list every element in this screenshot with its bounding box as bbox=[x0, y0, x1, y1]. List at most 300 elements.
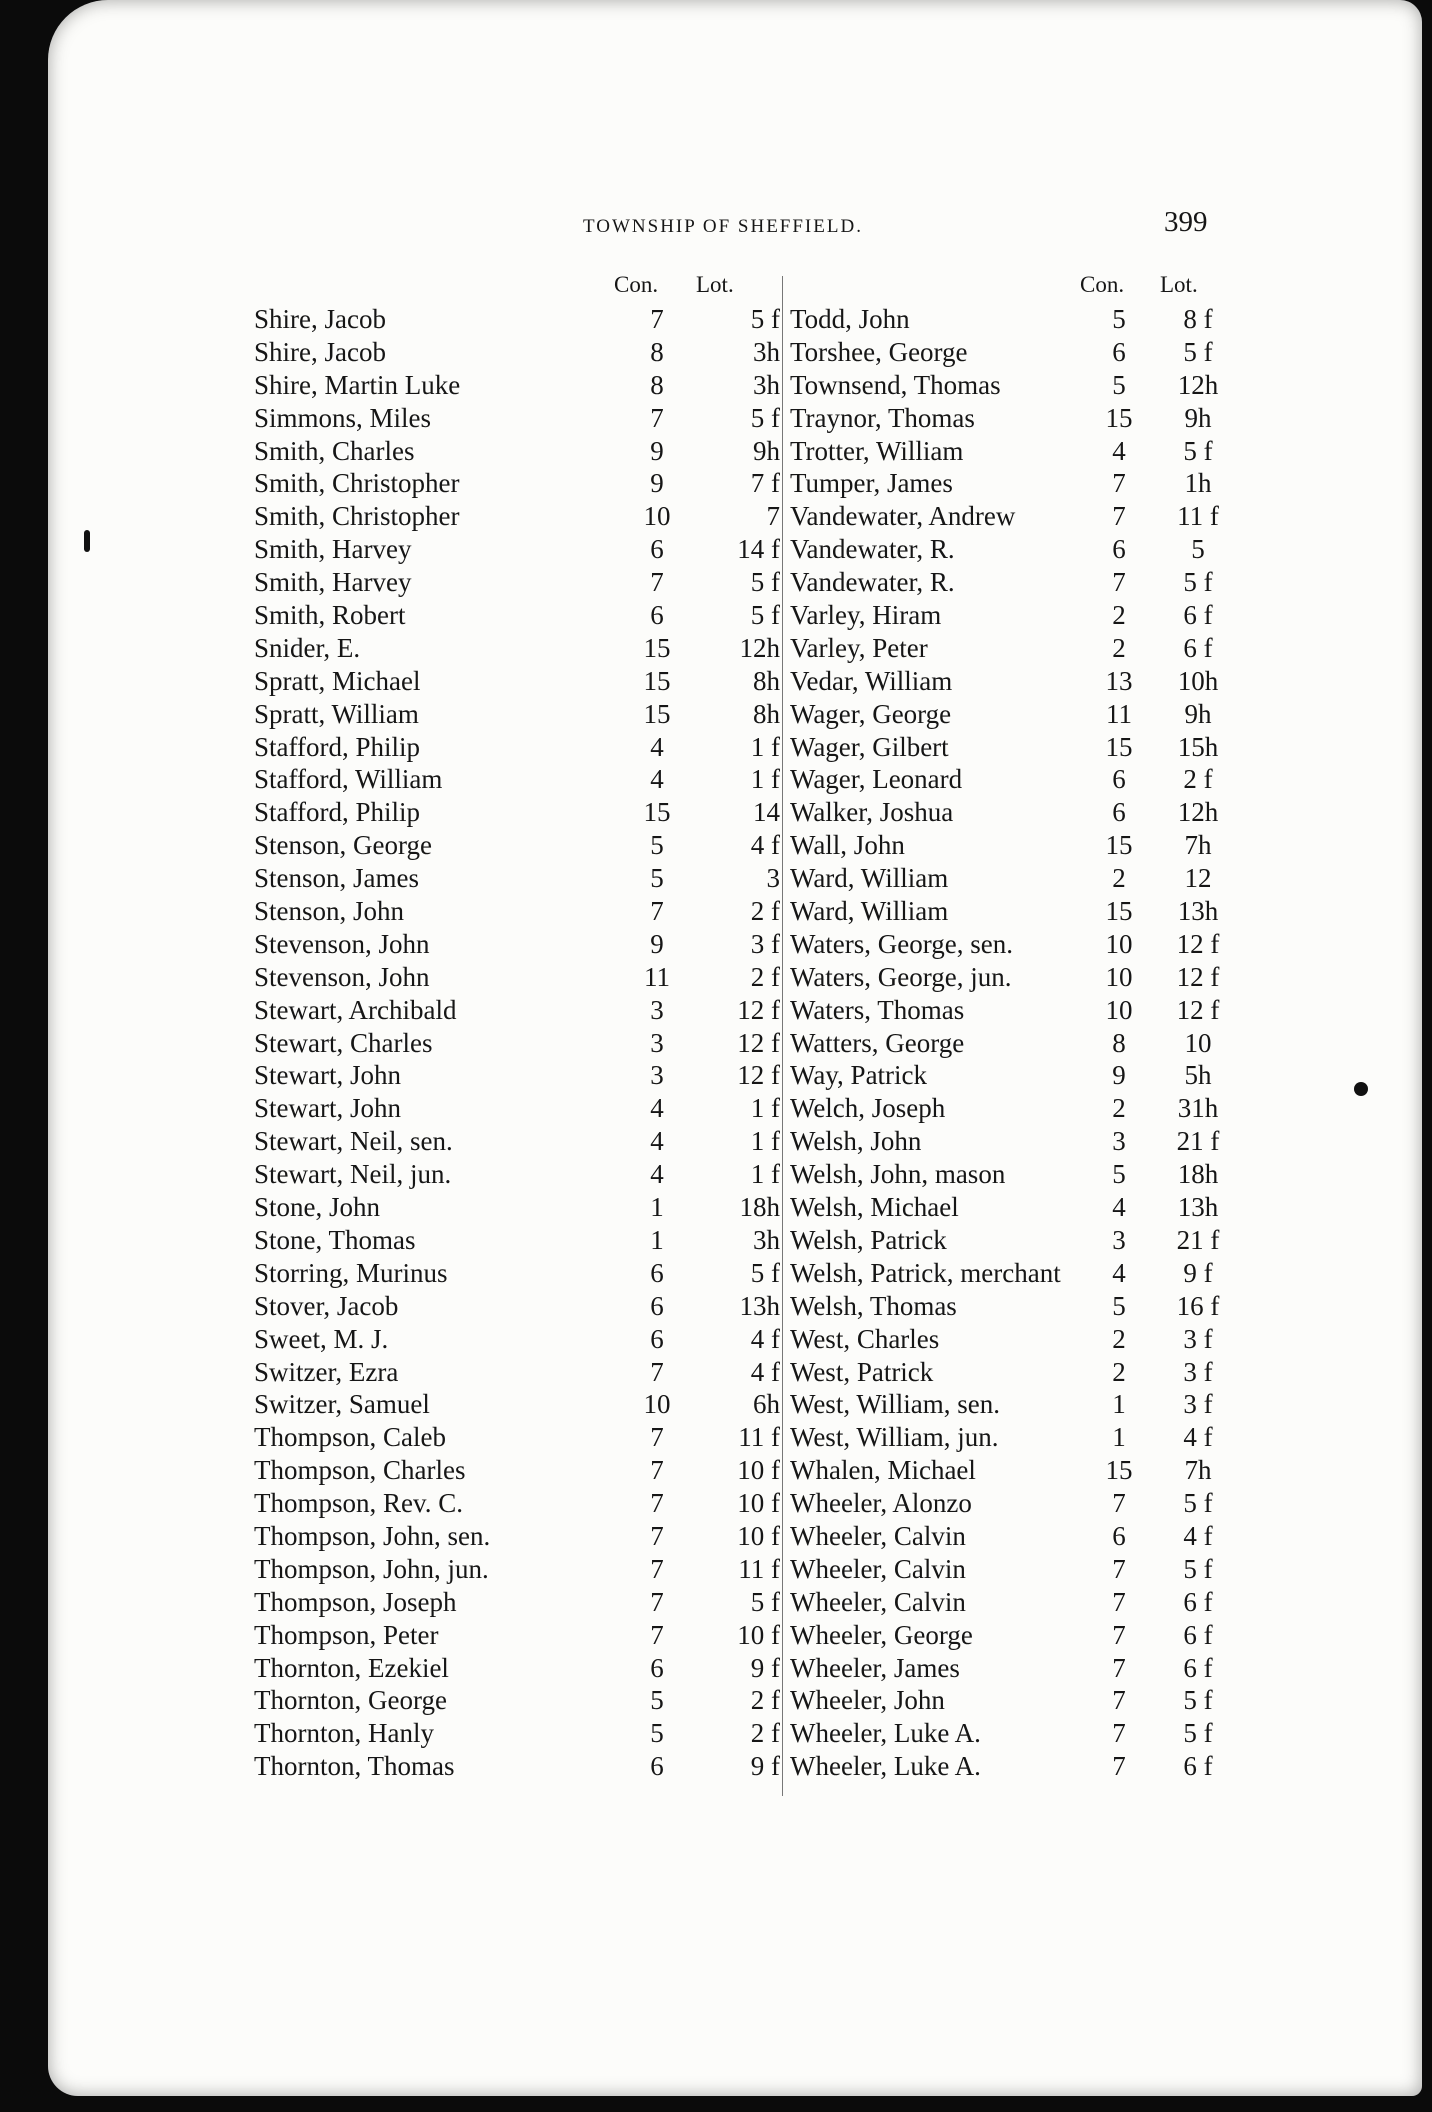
left-name: Spratt, William bbox=[254, 698, 419, 729]
right-con: 2 bbox=[1112, 1323, 1126, 1354]
right-con: 10 bbox=[1105, 994, 1133, 1025]
right-con: 7 bbox=[1112, 1586, 1126, 1617]
left-con: 1 bbox=[650, 1192, 664, 1223]
table-row bbox=[48, 1652, 1422, 1685]
table-row bbox=[48, 928, 1422, 961]
right-name: Torshee, George bbox=[790, 336, 968, 367]
left-con: 4 bbox=[650, 1159, 664, 1190]
table-row bbox=[48, 731, 1422, 764]
table-row bbox=[48, 599, 1422, 632]
left-name: Smith, Christopher bbox=[254, 501, 460, 532]
table-row bbox=[48, 1454, 1422, 1487]
left-lot: 10 f bbox=[737, 1619, 780, 1650]
left-con: 7 bbox=[650, 1455, 664, 1486]
right-con: 15 bbox=[1105, 402, 1133, 433]
right-con: 5 bbox=[1112, 304, 1126, 334]
left-lot: 9 f bbox=[750, 1652, 780, 1683]
table-row bbox=[48, 1290, 1422, 1323]
left-name: Stenson, George bbox=[254, 830, 432, 861]
left-name: Smith, Charles bbox=[254, 435, 415, 466]
left-lot: 8h bbox=[753, 698, 780, 729]
table-row bbox=[48, 1619, 1422, 1652]
right-con: 4 bbox=[1112, 1192, 1126, 1223]
right-name: Todd, John bbox=[790, 304, 910, 334]
left-name: Shire, Jacob bbox=[254, 304, 386, 334]
right-con: 15 bbox=[1105, 1455, 1133, 1486]
left-lot: 1 f bbox=[750, 1126, 780, 1157]
right-lot: 3 f bbox=[1183, 1323, 1213, 1354]
left-name: Stewart, Archibald bbox=[254, 994, 457, 1025]
left-con: 7 bbox=[650, 1356, 664, 1387]
left-lot: 5 f bbox=[750, 1586, 780, 1617]
left-lot: 5 f bbox=[750, 402, 780, 433]
right-lot: 5 f bbox=[1183, 1488, 1213, 1519]
right-con-header: Con. bbox=[1080, 272, 1125, 297]
right-name: Vandewater, R. bbox=[790, 534, 955, 565]
right-name: Welch, Joseph bbox=[790, 1093, 946, 1124]
table-row bbox=[48, 1323, 1422, 1356]
table-row bbox=[48, 1487, 1422, 1520]
scanned-page bbox=[48, 0, 1422, 2096]
left-con: 1 bbox=[650, 1224, 664, 1255]
right-con: 3 bbox=[1112, 1126, 1126, 1157]
left-name: Thompson, John, sen. bbox=[254, 1520, 491, 1551]
right-con: 15 bbox=[1105, 896, 1133, 927]
right-con: 7 bbox=[1112, 1619, 1126, 1650]
left-con: 5 bbox=[650, 863, 664, 894]
left-name: Stone, John bbox=[254, 1192, 381, 1223]
left-con: 9 bbox=[650, 928, 664, 959]
right-name: Vandewater, Andrew bbox=[790, 501, 1016, 532]
running-title: TOWNSHIP OF SHEFFIELD. bbox=[583, 216, 863, 237]
right-lot: 5 f bbox=[1183, 1553, 1213, 1584]
left-lot: 8h bbox=[753, 665, 780, 696]
left-con: 11 bbox=[644, 961, 670, 992]
left-con: 7 bbox=[650, 1619, 664, 1650]
right-name: Tumper, James bbox=[790, 468, 953, 499]
table-row bbox=[48, 1027, 1422, 1060]
right-lot: 12 f bbox=[1176, 928, 1220, 959]
right-lot: 3 f bbox=[1183, 1356, 1213, 1387]
table-row bbox=[48, 1191, 1422, 1224]
left-name: Stafford, Philip bbox=[254, 797, 421, 828]
right-name: Whalen, Michael bbox=[790, 1455, 976, 1486]
right-con: 5 bbox=[1112, 369, 1126, 400]
right-con: 7 bbox=[1112, 1652, 1126, 1683]
table-row bbox=[48, 895, 1422, 928]
right-name: Watters, George bbox=[790, 1027, 965, 1058]
right-con: 6 bbox=[1112, 1520, 1126, 1551]
left-lot: 12h bbox=[739, 632, 780, 663]
right-con: 1 bbox=[1112, 1422, 1126, 1453]
left-name: Shire, Martin Luke bbox=[254, 369, 461, 400]
left-lot: 13h bbox=[739, 1290, 780, 1321]
table-row bbox=[48, 336, 1422, 369]
right-lot: 12h bbox=[1177, 797, 1219, 828]
page-number: 399 bbox=[1164, 206, 1208, 238]
right-name: Welsh, John, mason bbox=[790, 1159, 1006, 1190]
left-con: 7 bbox=[650, 1586, 664, 1617]
left-lot: 1 f bbox=[750, 731, 780, 762]
table-row bbox=[48, 994, 1422, 1027]
right-lot: 7h bbox=[1184, 830, 1212, 861]
left-name: Shire, Jacob bbox=[254, 336, 386, 367]
left-con: 10 bbox=[643, 501, 671, 532]
right-name: Wheeler, John bbox=[790, 1685, 945, 1716]
table-row bbox=[48, 1586, 1422, 1619]
left-lot: 10 f bbox=[737, 1488, 780, 1519]
right-con: 2 bbox=[1112, 1093, 1126, 1124]
right-lot: 12h bbox=[1177, 369, 1219, 400]
left-con-header: Con. bbox=[614, 272, 659, 297]
table-row bbox=[48, 1750, 1422, 1783]
right-lot: 2 f bbox=[1183, 764, 1213, 795]
right-con: 6 bbox=[1112, 764, 1126, 795]
table-row bbox=[48, 1388, 1422, 1421]
right-name: Wheeler, Luke A. bbox=[790, 1751, 981, 1782]
left-lot: 18h bbox=[739, 1192, 780, 1223]
table-row bbox=[48, 1059, 1422, 1092]
right-lot: 21 f bbox=[1176, 1224, 1220, 1255]
left-con: 6 bbox=[650, 1257, 664, 1288]
table-row bbox=[48, 500, 1422, 533]
right-con: 7 bbox=[1112, 1718, 1126, 1749]
left-lot: 12 f bbox=[737, 1027, 780, 1058]
left-name: Smith, Harvey bbox=[254, 534, 412, 565]
left-con: 10 bbox=[643, 1389, 671, 1420]
right-con: 11 bbox=[1106, 698, 1132, 729]
left-name: Stewart, Charles bbox=[254, 1027, 433, 1058]
left-con: 9 bbox=[650, 468, 664, 499]
left-lot: 5 f bbox=[750, 600, 780, 631]
ink-speck bbox=[1354, 1082, 1368, 1096]
right-lot: 5 f bbox=[1183, 567, 1213, 598]
page-header bbox=[48, 206, 1422, 246]
right-name: Varley, Hiram bbox=[790, 600, 942, 631]
left-name: Smith, Robert bbox=[254, 600, 406, 631]
right-lot: 3 f bbox=[1183, 1389, 1213, 1420]
left-con: 7 bbox=[650, 896, 664, 927]
right-name: Walker, Joshua bbox=[790, 797, 954, 828]
left-name: Stafford, William bbox=[254, 764, 443, 795]
left-name: Simmons, Miles bbox=[254, 402, 432, 433]
right-lot: 4 f bbox=[1183, 1422, 1213, 1453]
left-con: 4 bbox=[650, 1093, 664, 1124]
left-lot: 2 f bbox=[750, 961, 780, 992]
right-name: Wheeler, Alonzo bbox=[790, 1488, 972, 1519]
left-lot: 6h bbox=[753, 1389, 780, 1420]
left-lot: 1 f bbox=[750, 764, 780, 795]
right-lot: 12 f bbox=[1176, 994, 1220, 1025]
left-name: Stewart, John bbox=[254, 1060, 401, 1091]
right-lot: 18h bbox=[1177, 1159, 1219, 1190]
left-name: Sweet, M. J. bbox=[254, 1323, 389, 1354]
table-row bbox=[48, 303, 1422, 336]
left-lot: 9h bbox=[753, 435, 780, 466]
right-lot: 5 f bbox=[1183, 1718, 1213, 1749]
table-row bbox=[48, 1520, 1422, 1553]
left-name: Thornton, George bbox=[254, 1685, 447, 1716]
left-lot: 12 f bbox=[737, 1060, 780, 1091]
right-con: 7 bbox=[1112, 1553, 1126, 1584]
left-lot: 14 bbox=[753, 797, 780, 828]
right-con: 7 bbox=[1112, 501, 1126, 532]
right-lot: 6 f bbox=[1183, 1751, 1213, 1782]
left-lot-header: Lot. bbox=[696, 272, 734, 297]
right-lot: 8 f bbox=[1183, 304, 1213, 334]
right-con: 2 bbox=[1112, 1356, 1126, 1387]
right-lot: 6 f bbox=[1183, 632, 1213, 663]
table-row bbox=[48, 862, 1422, 895]
left-lot: 3h bbox=[753, 369, 780, 400]
table-row bbox=[48, 1553, 1422, 1586]
left-name: Thompson, Caleb bbox=[254, 1422, 446, 1453]
right-name: Wager, Gilbert bbox=[790, 731, 949, 762]
right-name: Wheeler, James bbox=[790, 1652, 960, 1683]
right-lot: 15h bbox=[1177, 731, 1219, 762]
left-con: 9 bbox=[650, 435, 664, 466]
right-con: 3 bbox=[1112, 1224, 1126, 1255]
left-name: Thompson, John, jun. bbox=[254, 1553, 489, 1584]
right-lot: 12 f bbox=[1176, 961, 1220, 992]
left-lot: 3h bbox=[753, 336, 780, 367]
left-name: Thornton, Thomas bbox=[254, 1751, 455, 1782]
left-lot: 11 f bbox=[738, 1422, 780, 1453]
right-lot: 5 f bbox=[1183, 435, 1213, 466]
right-lot: 5 f bbox=[1183, 336, 1213, 367]
left-con: 3 bbox=[650, 1060, 664, 1091]
left-name: Thompson, Peter bbox=[254, 1619, 439, 1650]
right-con: 4 bbox=[1112, 1257, 1126, 1288]
left-lot: 9 f bbox=[750, 1751, 780, 1782]
left-name: Stewart, Neil, jun. bbox=[254, 1159, 452, 1190]
left-con: 8 bbox=[650, 336, 664, 367]
table-row bbox=[48, 467, 1422, 500]
right-name: Wheeler, Calvin bbox=[790, 1586, 966, 1617]
right-con: 2 bbox=[1112, 863, 1126, 894]
right-lot: 6 f bbox=[1183, 1652, 1213, 1683]
right-con: 15 bbox=[1105, 830, 1133, 861]
left-con: 15 bbox=[643, 665, 671, 696]
left-con: 4 bbox=[650, 764, 664, 795]
left-name: Switzer, Ezra bbox=[254, 1356, 399, 1387]
table-row bbox=[48, 698, 1422, 731]
left-lot: 2 f bbox=[750, 1685, 780, 1716]
left-con: 7 bbox=[650, 567, 664, 598]
left-name: Stenson, John bbox=[254, 896, 405, 927]
right-lot: 10h bbox=[1177, 665, 1219, 696]
left-name: Thompson, Charles bbox=[254, 1455, 466, 1486]
right-lot: 1h bbox=[1184, 468, 1212, 499]
left-con: 5 bbox=[650, 1718, 664, 1749]
right-con: 6 bbox=[1112, 336, 1126, 367]
left-name: Stewart, Neil, sen. bbox=[254, 1126, 453, 1157]
left-con: 6 bbox=[650, 1323, 664, 1354]
left-lot: 10 f bbox=[737, 1455, 780, 1486]
table-row bbox=[48, 1717, 1422, 1750]
right-lot: 9h bbox=[1184, 402, 1212, 433]
right-name: Townsend, Thomas bbox=[790, 369, 1001, 400]
left-name: Thompson, Joseph bbox=[254, 1586, 457, 1617]
left-name: Thornton, Ezekiel bbox=[254, 1652, 449, 1683]
right-con: 10 bbox=[1105, 961, 1133, 992]
table-row bbox=[48, 796, 1422, 829]
right-lot: 6 f bbox=[1183, 1586, 1213, 1617]
right-name: Ward, William bbox=[790, 863, 949, 894]
left-lot: 5 f bbox=[750, 567, 780, 598]
left-con: 15 bbox=[643, 698, 671, 729]
left-lot: 14 f bbox=[737, 534, 780, 565]
directory-table bbox=[48, 303, 1422, 1783]
left-con: 7 bbox=[650, 1553, 664, 1584]
left-lot: 3h bbox=[753, 1224, 780, 1255]
left-lot: 4 f bbox=[750, 830, 780, 861]
right-con: 5 bbox=[1112, 1159, 1126, 1190]
table-row bbox=[48, 1684, 1422, 1717]
table-row bbox=[48, 1257, 1422, 1290]
left-name: Stafford, Philip bbox=[254, 731, 421, 762]
left-lot: 7 bbox=[766, 501, 780, 532]
left-lot: 4 f bbox=[750, 1323, 780, 1354]
right-con: 2 bbox=[1112, 600, 1126, 631]
right-name: Wheeler, Luke A. bbox=[790, 1718, 981, 1749]
right-lot: 13h bbox=[1177, 1192, 1219, 1223]
right-lot: 21 f bbox=[1176, 1126, 1220, 1157]
right-con: 5 bbox=[1112, 1290, 1126, 1321]
left-con: 7 bbox=[650, 304, 664, 334]
right-name: Waters, George, jun. bbox=[790, 961, 1012, 992]
right-con: 6 bbox=[1112, 534, 1126, 565]
right-con: 7 bbox=[1112, 1488, 1126, 1519]
right-con: 7 bbox=[1112, 1685, 1126, 1716]
left-con: 6 bbox=[650, 1751, 664, 1782]
right-name: Waters, George, sen. bbox=[790, 928, 1014, 959]
left-con: 6 bbox=[650, 1652, 664, 1683]
left-con: 15 bbox=[643, 632, 671, 663]
right-name: Trotter, William bbox=[790, 435, 964, 466]
right-name: Welsh, Thomas bbox=[790, 1290, 957, 1321]
right-name: West, Patrick bbox=[790, 1356, 934, 1387]
left-lot: 3 f bbox=[750, 928, 780, 959]
left-lot: 2 f bbox=[750, 896, 780, 927]
right-name: Welsh, Patrick, merchant bbox=[790, 1257, 1061, 1288]
left-name: Stevenson, John bbox=[254, 961, 430, 992]
right-lot: 6 f bbox=[1183, 600, 1213, 631]
table-row bbox=[48, 1224, 1422, 1257]
left-name: Smith, Harvey bbox=[254, 567, 412, 598]
right-name: Way, Patrick bbox=[790, 1060, 928, 1091]
right-name: Wager, Leonard bbox=[790, 764, 963, 795]
right-name: Wheeler, George bbox=[790, 1619, 973, 1650]
right-name: Wheeler, Calvin bbox=[790, 1553, 966, 1584]
right-lot: 9h bbox=[1184, 698, 1212, 729]
table-row bbox=[48, 435, 1422, 468]
right-name: Wager, George bbox=[790, 698, 952, 729]
left-con: 7 bbox=[650, 402, 664, 433]
right-lot: 4 f bbox=[1183, 1520, 1213, 1551]
right-lot: 10 bbox=[1184, 1027, 1212, 1058]
right-con: 9 bbox=[1112, 1060, 1126, 1091]
left-lot: 1 f bbox=[750, 1093, 780, 1124]
left-name: Thompson, Rev. C. bbox=[254, 1488, 463, 1519]
right-lot: 31h bbox=[1177, 1093, 1219, 1124]
left-lot: 5 f bbox=[750, 304, 780, 334]
right-con: 7 bbox=[1112, 567, 1126, 598]
right-con: 4 bbox=[1112, 435, 1126, 466]
right-name: Traynor, Thomas bbox=[790, 402, 975, 433]
left-con: 6 bbox=[650, 1290, 664, 1321]
right-name: West, Charles bbox=[790, 1323, 940, 1354]
right-lot: 12 bbox=[1184, 863, 1212, 894]
ink-speck bbox=[84, 530, 90, 552]
left-con: 4 bbox=[650, 731, 664, 762]
right-name: Vandewater, R. bbox=[790, 567, 955, 598]
right-con: 7 bbox=[1112, 1751, 1126, 1782]
right-lot-header: Lot. bbox=[1160, 272, 1198, 297]
right-name: Vedar, William bbox=[790, 665, 953, 696]
right-name: Welsh, John bbox=[790, 1126, 922, 1157]
right-con: 6 bbox=[1112, 797, 1126, 828]
right-name: Welsh, Michael bbox=[790, 1192, 959, 1223]
left-con: 7 bbox=[650, 1422, 664, 1453]
left-name: Smith, Christopher bbox=[254, 468, 460, 499]
right-con: 1 bbox=[1112, 1389, 1126, 1420]
left-lot: 1 f bbox=[750, 1159, 780, 1190]
left-name: Storring, Murinus bbox=[254, 1257, 448, 1288]
table-row bbox=[48, 1092, 1422, 1125]
table-row bbox=[48, 665, 1422, 698]
table-row bbox=[48, 1356, 1422, 1389]
left-lot: 7 f bbox=[750, 468, 780, 499]
left-lot: 3 bbox=[766, 863, 780, 894]
right-con: 10 bbox=[1105, 928, 1133, 959]
right-lot: 5 f bbox=[1183, 1685, 1213, 1716]
table-row bbox=[48, 763, 1422, 796]
left-con: 7 bbox=[650, 1520, 664, 1551]
left-name: Stewart, John bbox=[254, 1093, 401, 1124]
table-row bbox=[48, 961, 1422, 994]
right-name: Waters, Thomas bbox=[790, 994, 965, 1025]
table-row bbox=[48, 1158, 1422, 1191]
table-row bbox=[48, 632, 1422, 665]
left-con: 5 bbox=[650, 1685, 664, 1716]
right-lot: 5 bbox=[1191, 534, 1205, 565]
table-row bbox=[48, 829, 1422, 862]
table-row bbox=[48, 566, 1422, 599]
right-con: 13 bbox=[1105, 665, 1133, 696]
right-name: Varley, Peter bbox=[790, 632, 928, 663]
left-name: Stevenson, John bbox=[254, 928, 430, 959]
right-con: 15 bbox=[1105, 731, 1133, 762]
left-con: 15 bbox=[643, 797, 671, 828]
left-con: 4 bbox=[650, 1126, 664, 1157]
left-name: Switzer, Samuel bbox=[254, 1389, 430, 1420]
left-con: 8 bbox=[650, 369, 664, 400]
table-row bbox=[48, 1125, 1422, 1158]
right-con: 8 bbox=[1112, 1027, 1126, 1058]
left-lot: 2 f bbox=[750, 1718, 780, 1749]
left-con: 3 bbox=[650, 1027, 664, 1058]
left-name: Thornton, Hanly bbox=[254, 1718, 434, 1749]
left-con: 6 bbox=[650, 600, 664, 631]
right-name: Wheeler, Calvin bbox=[790, 1520, 966, 1551]
right-name: West, William, jun. bbox=[790, 1422, 999, 1453]
right-lot: 5h bbox=[1184, 1060, 1212, 1091]
right-lot: 13h bbox=[1177, 896, 1219, 927]
left-con: 7 bbox=[650, 1488, 664, 1519]
left-lot: 5 f bbox=[750, 1257, 780, 1288]
right-name: Wall, John bbox=[790, 830, 905, 861]
